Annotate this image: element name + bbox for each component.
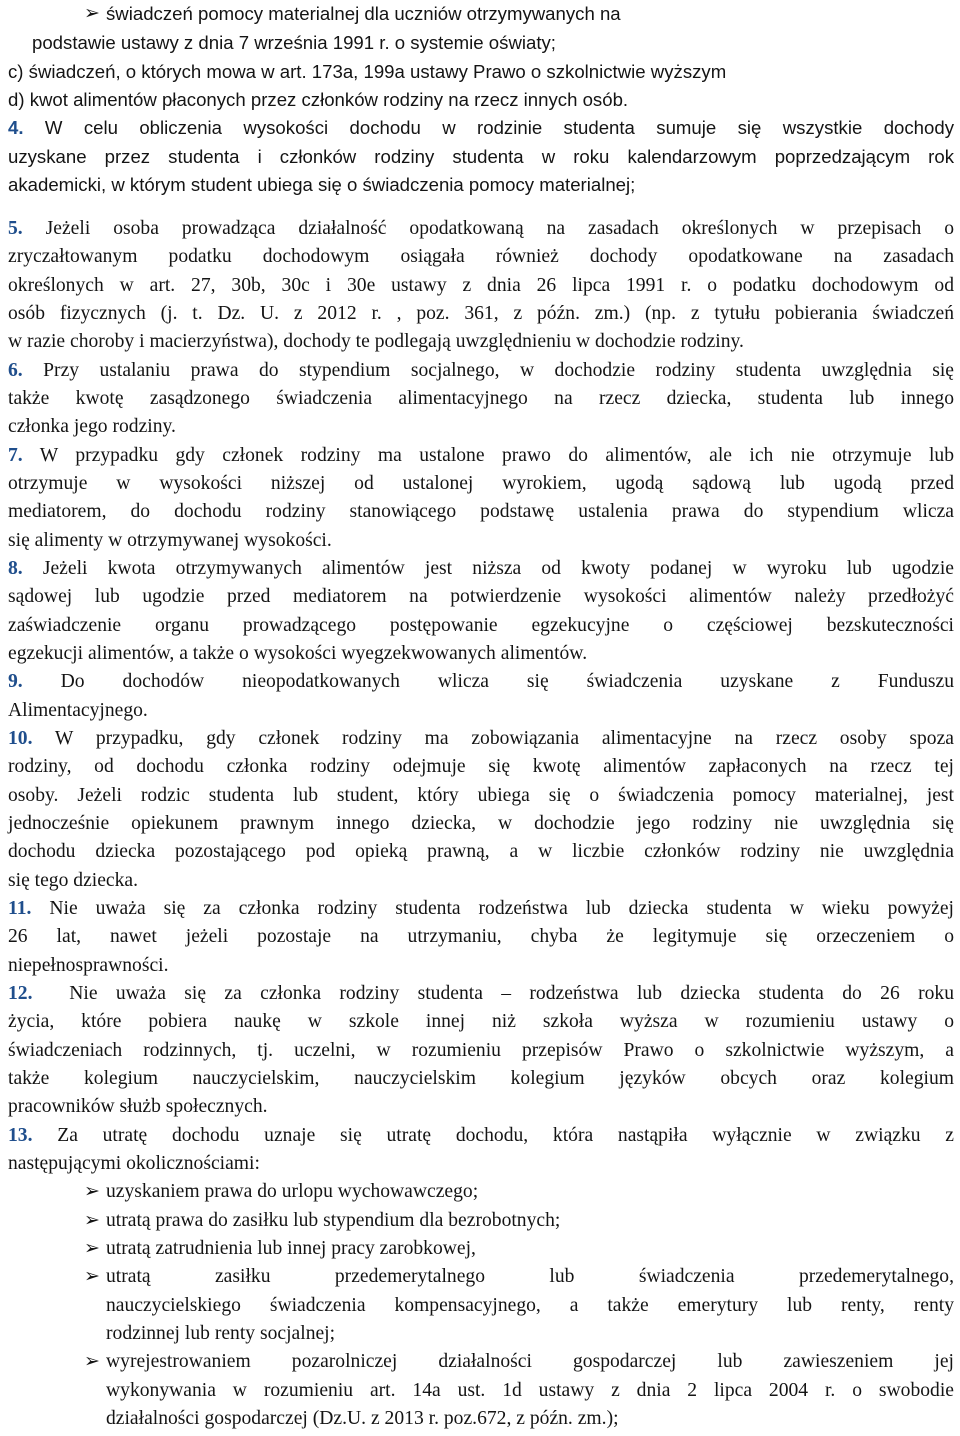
paragraph-4-line: akademicki, w którym student ubiega się o świadczenia pomocy materialnej; bbox=[8, 174, 636, 195]
arrow-bullet-icon: ➢ bbox=[84, 3, 100, 24]
paragraph-number: 11. bbox=[8, 898, 32, 919]
paragraph-13-line bbox=[8, 1122, 954, 1150]
arrow-bullet-icon: ➢ bbox=[84, 1266, 100, 1287]
paragraph-text: W przypadku gdy członek rodziny ma ustalone prawo do alimentów, ale ich nie otrzymuje lub bbox=[39, 445, 955, 466]
paragraph-number: 5. bbox=[8, 218, 23, 239]
bullet-text: świadczeń pomocy materialnej dla uczniów otrzymywanych na bbox=[106, 3, 621, 24]
list-item: wyrejestrowaniem pozarolniczej działalności gospodarczej lub zawieszeniem jej bbox=[106, 1351, 954, 1372]
paragraph-4-line bbox=[8, 114, 954, 142]
paragraph-text: Nie uważa się za członka rodziny studenta rodzeństwa lub dziecka studenta w wieku powyżej bbox=[49, 898, 954, 919]
paragraph-10-line: jednocześnie opiekunem prawnym innego dziecka, w dochodzie jego rodziny nie uwzględnia się bbox=[8, 813, 954, 834]
paragraph-6-line: członka jego rodziny. bbox=[8, 416, 176, 437]
paragraph-11-line: niepełnosprawności. bbox=[8, 955, 169, 976]
arrow-bullet-icon: ➢ bbox=[84, 1181, 100, 1202]
paragraph-12-line: życia, które pobiera naukę w szkole innej niż szkoła wyższa w rozumieniu ustawy o bbox=[8, 1011, 954, 1032]
list-item-continued: wykonywania w rozumieniu art. 14a ust. 1d ustawy z dnia 2 lipca 2004 r. o swobodie bbox=[106, 1380, 954, 1401]
paragraph-text: Do dochodów nieopodatkowanych wlicza się świadczenia uzyskane z Funduszu bbox=[60, 671, 954, 692]
paragraph-7-line bbox=[8, 442, 954, 470]
paragraph-number: 9. bbox=[8, 671, 23, 692]
paragraph-10-line bbox=[8, 725, 954, 753]
paragraph-number: 13. bbox=[8, 1125, 33, 1146]
paragraph-text: Przy ustalaniu prawa do stypendium socjalnego, w dochodzie rodziny studenta uwzględnia się bbox=[43, 360, 954, 381]
paragraph-7-line: otrzymuje w wysokości niższej od ustalonej wyrokiem, ugodą sądową lub ugodą przed bbox=[8, 473, 954, 494]
bullet-text-continued: podstawie ustawy z dnia 7 września 1991 r. o systemie oświaty; bbox=[32, 32, 556, 53]
list-item: utratą zasiłku przedemerytalnego lub świadczenia przedemerytalnego, bbox=[106, 1266, 954, 1287]
paragraph-6-line: także kwotę zasądzonego świadczenia alimentacyjnego na rzecz dziecka, studenta lub innego bbox=[8, 388, 954, 409]
arrow-bullet-icon: ➢ bbox=[84, 1210, 100, 1231]
paragraph-number: 6. bbox=[8, 360, 23, 381]
paragraph-number: 12. bbox=[8, 983, 33, 1004]
paragraph-text: Za utratę dochodu uznaje się utratę dochodu, która nastąpiła wyłącznie w związku z bbox=[57, 1125, 954, 1146]
paragraph-text: Jeżeli kwota otrzymywanych alimentów jest niższa od kwoty podanej w wyroku lub ugodzie bbox=[42, 558, 954, 579]
paragraph-5-line: określonych w art. 27, 30b, 30c i 30e ustawy z dnia 26 lipca 1991 r. o podatku dochodowym od bbox=[8, 275, 954, 296]
paragraph-7-line: się alimenty w otrzymywanej wysokości. bbox=[8, 530, 332, 551]
list-item-d: d) kwot alimentów płaconych przez członków rodziny na rzecz innych osób. bbox=[8, 89, 629, 110]
paragraph-12-line bbox=[8, 980, 954, 1008]
paragraph-9-line bbox=[8, 668, 954, 696]
paragraph-8-line: sądowej lub ugodzie przed mediatorem na potwierdzenie wysokości alimentów należy przedłożyć bbox=[8, 586, 954, 607]
arrow-bullet-icon: ➢ bbox=[84, 1238, 100, 1259]
paragraph-8-line bbox=[8, 555, 954, 583]
paragraph-7-line: mediatorem, do dochodu rodziny stanowiącego podstawę ustalenia prawa do stypendium wlicza bbox=[8, 501, 954, 522]
paragraph-12-line: także kolegium nauczycielskim, nauczycielskim kolegium języków obcych oraz kolegium bbox=[8, 1068, 954, 1089]
paragraph-12-line: pracowników służb społecznych. bbox=[8, 1096, 268, 1117]
paragraph-6-line bbox=[8, 357, 954, 385]
list-item: utratą zatrudnienia lub innej pracy zarobkowej, bbox=[106, 1238, 476, 1259]
paragraph-text: Nie uważa się za członka rodziny studenta – rodzeństwa lub dziecka studenta do 26 roku bbox=[69, 983, 955, 1004]
paragraph-5-line: w razie choroby i macierzyństwa), dochody te podlegają uwzględnieniu w dochodzie rodziny. bbox=[8, 331, 744, 352]
list-item-c: c) świadczeń, o których mowa w art. 173a, 199a ustawy Prawo o szkolnictwie wyższym bbox=[8, 61, 727, 82]
list-item-continued: nauczycielskiego świadczenia kompensacyjnego, a także emerytury lub renty, renty bbox=[106, 1295, 954, 1316]
paragraph-5-line: osób fizycznych (j. t. Dz. U. z 2012 r. , poz. 361, z późn. zm.) (np. z tytułu pobierania świadczeń bbox=[8, 303, 954, 324]
paragraph-text: W celu obliczenia wysokości dochodu w rodzinie studenta sumuje się wszystkie dochody bbox=[44, 117, 954, 138]
paragraph-8-line: egzekucji alimentów, a także o wysokości wyegzekwowanych alimentów. bbox=[8, 643, 588, 664]
paragraph-5-line bbox=[8, 215, 954, 243]
paragraph-10-line: rodziny, od dochodu członka rodziny odejmuje się kwotę alimentów zapłaconych na rzecz tej bbox=[8, 756, 954, 777]
paragraph-12-line: świadczeniach rodzinnych, tj. uczelni, w rozumieniu przepisów Prawo o szkolnictwie wyższym, a bbox=[8, 1040, 954, 1061]
paragraph-10-line: się tego dziecka. bbox=[8, 870, 139, 891]
paragraph-text: W przypadku, gdy członek rodziny ma zobowiązania alimentacyjne na rzecz osoby spoza bbox=[54, 728, 954, 749]
paragraph-10-line: osoby. Jeżeli rodzic studenta lub student, który ubiega się o świadczenia pomocy materialnej, jest bbox=[8, 785, 954, 806]
paragraph-number: 4. bbox=[8, 117, 24, 138]
paragraph-number: 7. bbox=[8, 445, 23, 466]
paragraph-number: 8. bbox=[8, 558, 23, 579]
paragraph-number: 10. bbox=[8, 728, 33, 749]
paragraph-11-line: 26 lat, nawet jeżeli pozostaje na utrzymaniu, chyba że legitymuje się orzeczeniem o bbox=[8, 926, 954, 947]
list-item-continued: działalności gospodarczej (Dz.U. z 2013 r. poz.672, z późn. zm.); bbox=[106, 1408, 619, 1429]
list-item: utratą prawa do zasiłku lub stypendium dla bezrobotnych; bbox=[106, 1210, 561, 1231]
paragraph-11-line bbox=[8, 895, 954, 923]
paragraph-13-line: następującymi okolicznościami: bbox=[8, 1153, 260, 1174]
paragraph-8-line: zaświadczenie organu prowadzącego postępowanie egzekucyjne o częściowej bezskuteczności bbox=[8, 615, 954, 636]
paragraph-text: Jeżeli osoba prowadząca działalność opodatkowaną na zasadach określonych w przepisach o bbox=[45, 218, 954, 239]
paragraph-4-line: uzyskane przez studenta i członków rodziny studenta w roku kalendarzowym poprzedzającym rok bbox=[8, 146, 954, 167]
list-item: uzyskaniem prawa do urlopu wychowawczego; bbox=[106, 1181, 479, 1202]
list-item-continued: rodzinnej lub renty socjalnej; bbox=[106, 1323, 336, 1344]
paragraph-5-line: zryczałtowanym podatku dochodowym osiągała również dochody opodatkowane na zasadach bbox=[8, 246, 954, 267]
paragraph-10-line: dochodu dziecka pozostającego pod opieką prawną, a w liczbie członków rodziny nie uwzględnia bbox=[8, 841, 954, 862]
arrow-bullet-icon: ➢ bbox=[84, 1351, 100, 1372]
paragraph-9-line: Alimentacyjnego. bbox=[8, 700, 148, 721]
